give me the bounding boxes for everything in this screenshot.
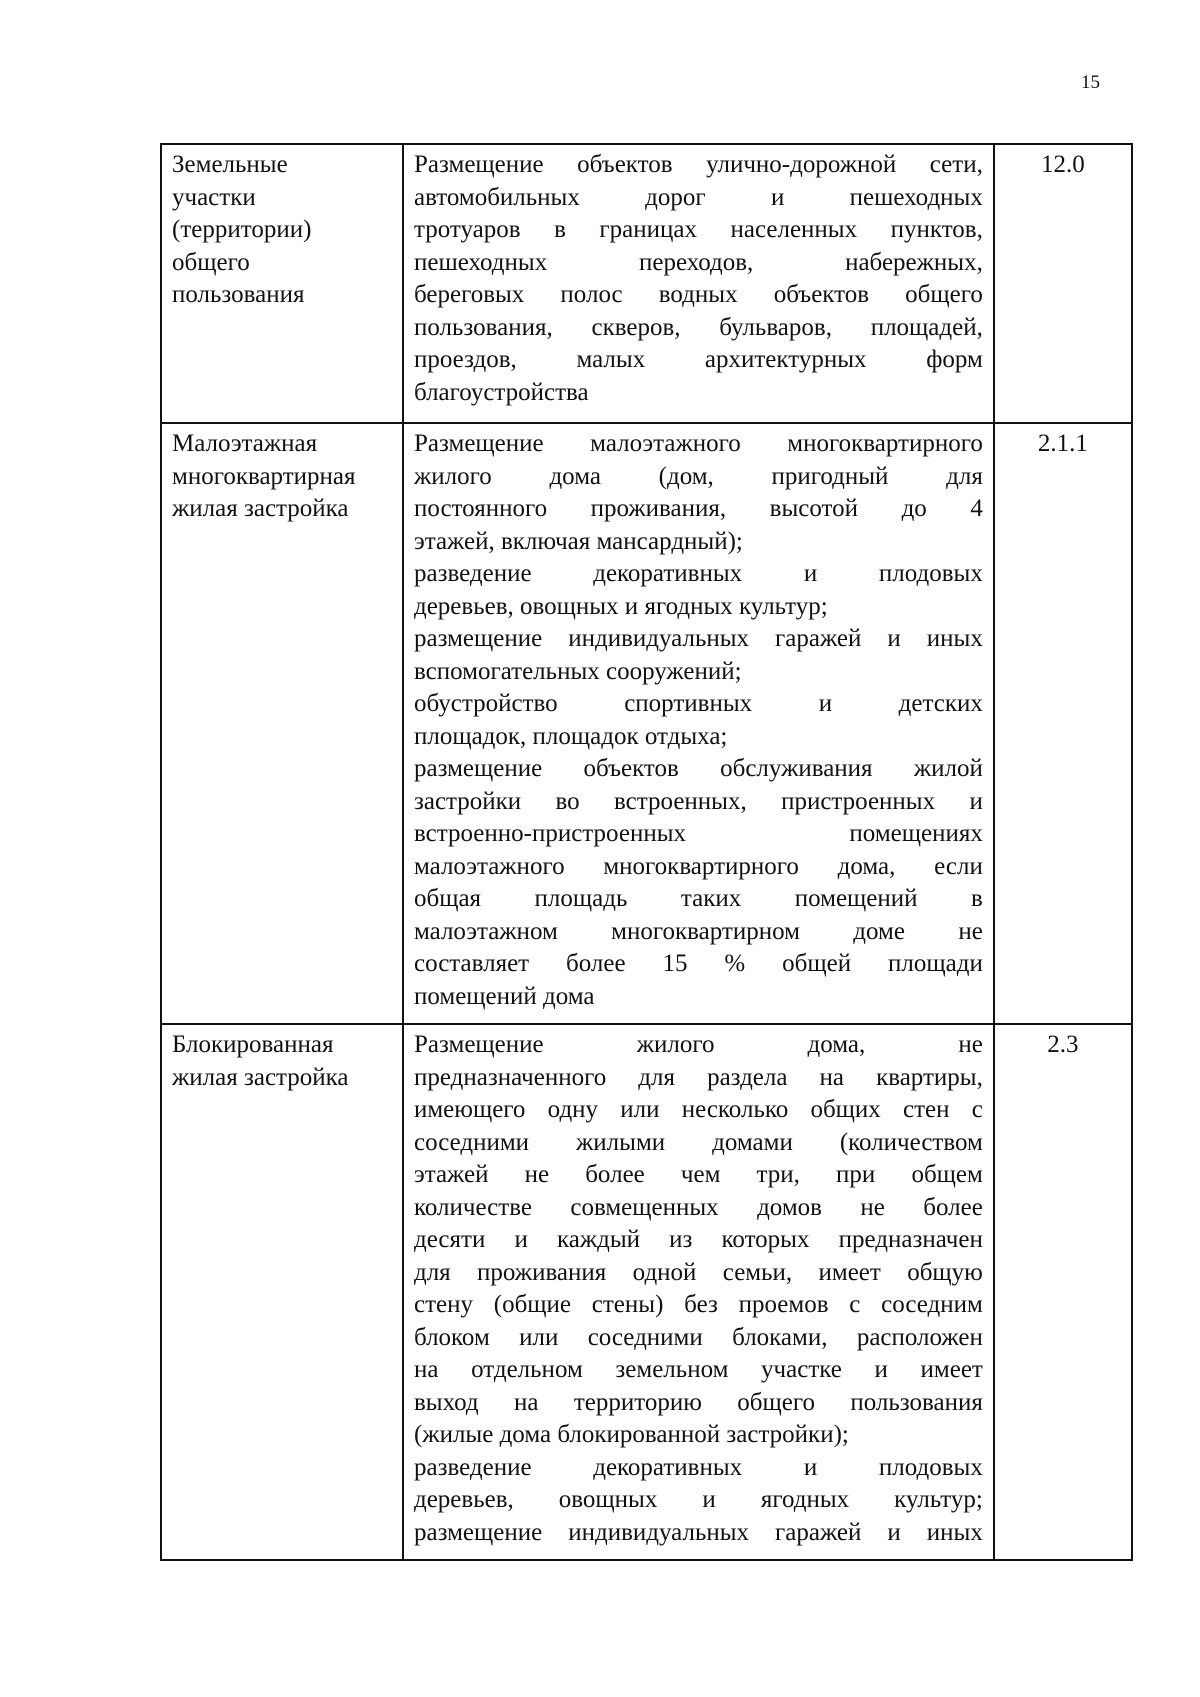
land-use-description-cell [403, 1024, 994, 1560]
description-line: (жилые дома блокированной застройки); [413, 1421, 849, 1448]
description-line: количестве совмещенных домов не более [413, 1193, 983, 1221]
description-line: благоустройства [413, 378, 589, 406]
description-line: для проживания одной семьи, имеет общую [413, 1258, 983, 1286]
description-line: тротуаров в границах населенных пунктов, [413, 216, 983, 243]
land-use-name-cell [161, 144, 403, 423]
land-use-name-line: Малоэтажная [172, 430, 318, 457]
description-line: застройки во встроенных, пристроенных и [413, 787, 983, 815]
description-line: этажей, включая мансардный); [413, 527, 743, 555]
land-use-name-line: пользования [172, 281, 305, 308]
land-use-code-cell: 12.0 [994, 144, 1132, 423]
description-line: на отдельном земельном участке и имеет [413, 1356, 983, 1383]
description-line: пользования, скверов, бульваров, площадей, [413, 313, 983, 341]
land-use-name-line: Земельные [172, 151, 288, 178]
description-line: жилого дома (дом, пригодный для [413, 462, 983, 490]
description-line: постоянного проживания, высотой до 4 [413, 495, 983, 522]
description-line: пешеходных переходов, набережных, [413, 248, 983, 276]
description-line: составляет более 15 % общей площади [413, 950, 983, 977]
description-line: автомобильных дорог и пешеходных [413, 183, 983, 211]
description-line: малоэтажном многоквартирном доме не [413, 917, 983, 945]
description-line: разведение декоративных и плодовых [413, 560, 983, 587]
description-line: деревьев, овощных и ягодных культур; [413, 1486, 983, 1513]
land-use-code-cell: 2.3 [994, 1024, 1132, 1560]
table-row [161, 144, 1132, 423]
land-use-code-cell: 2.1.1 [994, 423, 1132, 1024]
description-line: размещение индивидуальных гаражей и иных [413, 625, 983, 652]
land-use-name-line: участки [172, 183, 256, 211]
description-line: встроенно-пристроенных помещениях [413, 820, 983, 847]
description-line: десяти и каждый из которых предназначен [413, 1226, 983, 1253]
description-line: малоэтажного многоквартирного дома, если [413, 852, 983, 880]
description-line: проездов, малых архитектурных форм [413, 346, 983, 373]
land-use-name-line: Блокированная [172, 1031, 334, 1058]
page-number: 15 [1081, 72, 1100, 93]
description-line: Размещение жилого дома, не [413, 1031, 983, 1058]
land-use-name-line: жилая застройка [172, 495, 349, 522]
description-line: обустройство спортивных и детских [413, 690, 983, 717]
land-use-name-line: (территории) [172, 216, 312, 243]
land-use-description-cell [403, 144, 994, 423]
description-line: стену (общие стены) без проемов с соседним [413, 1291, 983, 1318]
description-line: помещений дома [413, 982, 595, 1010]
land-use-table [160, 143, 1133, 1561]
table-row [161, 1024, 1132, 1560]
description-line: этажей не более чем три, при общем [413, 1161, 983, 1188]
description-line: соседними жилыми домами (количеством [413, 1128, 983, 1156]
land-use-name-line: жилая застройка [172, 1063, 349, 1091]
description-line: разведение декоративных и плодовых [413, 1453, 983, 1481]
description-line: общая площадь таких помещений в [413, 885, 983, 912]
description-line: береговых полос водных объектов общего [413, 281, 983, 308]
description-line: имеющего одну или несколько общих стен с [413, 1096, 983, 1123]
land-use-name-cell [161, 423, 403, 1024]
description-line: площадок, площадок отдыха; [413, 722, 728, 750]
table-row [161, 423, 1132, 1024]
description-line: вспомогательных сооружений; [413, 657, 742, 685]
description-line: размещение индивидуальных гаражей и иных [413, 1518, 983, 1546]
description-line: Размещение малоэтажного многоквартирного [413, 430, 983, 457]
description-line: выход на территорию общего пользования [413, 1388, 983, 1416]
land-use-name-line: многоквартирная [172, 462, 356, 490]
description-line: блоком или соседними блоками, расположен [413, 1323, 983, 1351]
description-line: размещение объектов обслуживания жилой [413, 755, 983, 782]
land-use-description-cell [403, 423, 994, 1024]
description-line: предназначенного для раздела на квартиры, [413, 1063, 983, 1091]
land-use-name-line: общего [172, 248, 250, 276]
land-use-name-cell [161, 1024, 403, 1560]
description-line: Размещение объектов улично-дорожной сети, [413, 151, 983, 178]
description-line: деревьев, овощных и ягодных культур; [413, 592, 828, 620]
